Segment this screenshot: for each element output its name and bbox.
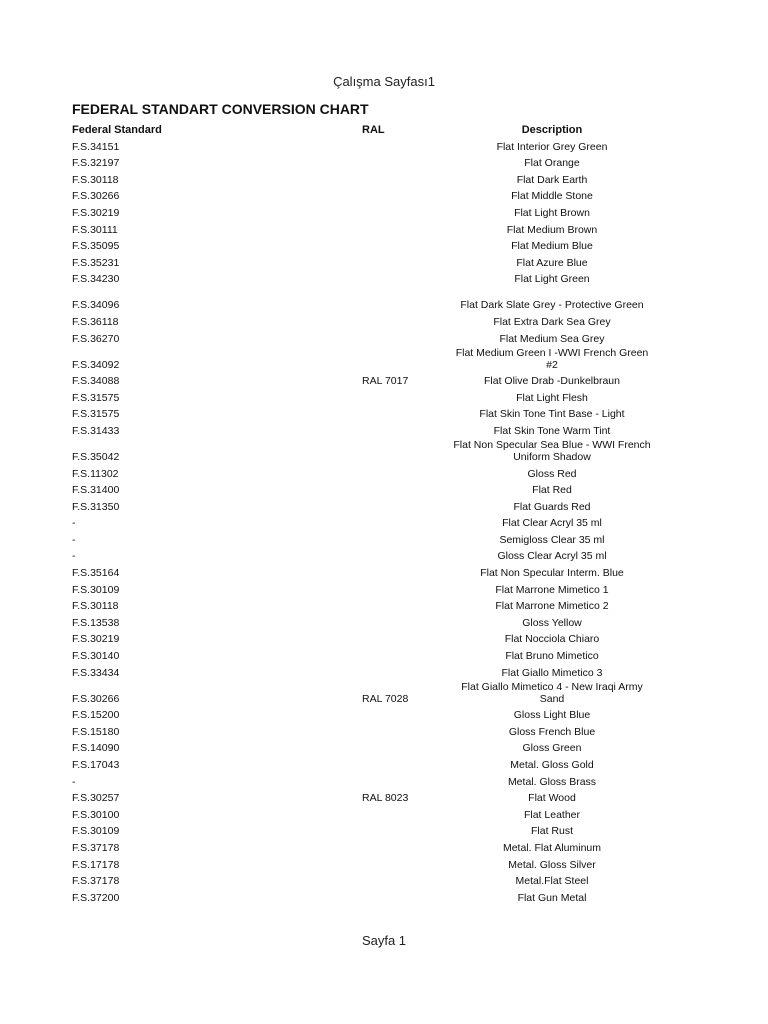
federal-standard-cell: F.S.37178 [72, 841, 120, 854]
ral-cell [362, 837, 452, 854]
ral-cell [362, 420, 452, 437]
ral-cell [362, 437, 452, 463]
description-cell: Flat Skin Tone Warm Tint [493, 424, 611, 437]
federal-standard-cell: F.S.30219 [72, 633, 120, 646]
federal-standard-cell: F.S.36270 [72, 332, 120, 345]
description-cell: Flat Marrone Mimetico 1 [495, 583, 609, 596]
table-row [72, 705, 652, 722]
column-header-federal-standard: Federal Standard [72, 124, 162, 136]
ral-cell [362, 821, 452, 838]
federal-standard-cell: F.S.30111 [72, 223, 118, 236]
ral-cell [362, 169, 452, 186]
ral-cell [362, 596, 452, 613]
table-row [72, 629, 652, 646]
federal-standard-cell: F.S.32197 [72, 157, 120, 170]
table-row [72, 371, 652, 388]
table-body [72, 136, 652, 904]
table-row [72, 529, 652, 546]
column-header-description: Description [521, 124, 583, 136]
ral-cell [362, 387, 452, 404]
table-row [72, 645, 652, 662]
sheet-header: Çalışma Sayfası1 [333, 74, 435, 89]
table-row [72, 387, 652, 404]
federal-standard-cell: F.S.30100 [72, 808, 120, 821]
description-cell: Metal. Gloss Brass [507, 775, 597, 788]
table-row [72, 285, 652, 311]
table-row [72, 252, 652, 269]
table-row [72, 496, 652, 513]
description-cell: Flat Medium Green I -WWI French Green #2 [455, 346, 649, 371]
description-cell: Gloss Green [522, 742, 582, 755]
federal-standard-cell: F.S.17178 [72, 858, 120, 871]
ral-cell [362, 285, 452, 311]
federal-standard-cell: F.S.30118 [72, 173, 119, 186]
description-cell: Flat Olive Drab -Dunkelbraun [484, 375, 620, 388]
federal-standard-cell: F.S.34092 [72, 358, 120, 371]
ral-cell [362, 738, 452, 755]
table-row [72, 837, 652, 854]
description-cell: Flat Non Specular Sea Blue - WWI French Uniform Shadow [453, 438, 651, 463]
federal-standard-cell: F.S.33434 [72, 666, 120, 679]
table-header-row [72, 119, 652, 136]
federal-standard-cell: F.S.14090 [72, 742, 120, 755]
ral-cell [362, 252, 452, 269]
ral-cell [362, 496, 452, 513]
federal-standard-cell: F.S.31575 [72, 391, 120, 404]
table-row [72, 771, 652, 788]
ral-cell [362, 721, 452, 738]
federal-standard-cell: F.S.30257 [72, 792, 120, 805]
federal-standard-cell: F.S.30118 [72, 600, 119, 613]
description-cell: Metal. Gloss Silver [508, 858, 596, 871]
federal-standard-cell: F.S.15180 [72, 725, 120, 738]
federal-standard-cell: F.S.34151 [72, 140, 120, 153]
ral-cell [362, 513, 452, 530]
description-cell: Flat Light Flesh [516, 391, 588, 404]
federal-standard-cell: F.S.31575 [72, 408, 120, 421]
table-row [72, 804, 652, 821]
page-title: FEDERAL STANDART CONVERSION CHART [72, 101, 369, 117]
ral-cell [362, 529, 452, 546]
ral-cell [362, 463, 452, 480]
table-row [72, 269, 652, 286]
ral-cell [362, 705, 452, 722]
federal-standard-cell: F.S.30266 [72, 190, 120, 203]
table-row [72, 186, 652, 203]
table-row [72, 136, 652, 153]
table-row [72, 788, 652, 805]
federal-standard-cell: F.S.11302 [72, 467, 119, 480]
table-row [72, 328, 652, 345]
description-cell: Flat Orange [524, 157, 580, 170]
ral-cell: RAL 7028 [362, 692, 409, 705]
description-cell: Metal. Gloss Gold [510, 759, 594, 771]
federal-standard-cell: - [72, 550, 76, 563]
federal-standard-cell: F.S.34096 [72, 299, 120, 312]
description-cell: Flat Extra Dark Sea Grey [493, 315, 611, 328]
ral-cell [362, 612, 452, 629]
ral-cell: RAL 8023 [362, 792, 409, 805]
ral-cell [362, 236, 452, 253]
federal-standard-cell: F.S.17043 [72, 759, 120, 771]
ral-cell [362, 311, 452, 328]
table-row [72, 754, 652, 771]
description-cell: Metal. Flat Aluminum [502, 841, 602, 854]
description-cell: Flat Wood [528, 792, 576, 805]
ral-cell [362, 804, 452, 821]
federal-standard-cell: F.S.35042 [72, 450, 120, 463]
table-row [72, 311, 652, 328]
federal-standard-cell: F.S.35095 [72, 240, 120, 253]
ral-cell [362, 345, 452, 371]
description-cell: Gloss French Blue [508, 725, 596, 738]
description-cell: Flat Medium Brown [506, 223, 598, 236]
description-cell: Gloss Red [527, 467, 577, 480]
description-cell: Flat Non Specular Interm. Blue [480, 567, 624, 580]
description-cell: Flat Nocciola Chiaro [504, 633, 600, 646]
ral-cell [362, 404, 452, 421]
federal-standard-cell: - [72, 533, 76, 546]
federal-standard-cell: F.S.15200 [72, 709, 120, 722]
ral-cell [362, 136, 452, 153]
table-row [72, 871, 652, 888]
description-cell: Flat Interior Grey Green [496, 140, 608, 153]
table-row [72, 821, 652, 838]
description-cell: Flat Middle Stone [511, 190, 593, 203]
description-cell: Flat Red [532, 484, 572, 497]
table-row [72, 562, 652, 579]
table-row [72, 420, 652, 437]
table-row [72, 153, 652, 170]
ral-cell [362, 219, 452, 236]
federal-standard-cell: - [72, 517, 76, 530]
ral-cell [362, 480, 452, 497]
table-row [72, 679, 652, 705]
description-cell: Flat Guards Red [513, 500, 591, 513]
description-cell: Flat Dark Earth [516, 173, 588, 186]
table-row [72, 612, 652, 629]
description-cell: Flat Giallo Mimetico 3 [501, 666, 603, 679]
table-row [72, 596, 652, 613]
federal-standard-cell: F.S.37200 [72, 891, 120, 904]
description-cell: Flat Skin Tone Tint Base - Light [479, 408, 625, 421]
table-row [72, 579, 652, 596]
federal-standard-cell: F.S.30109 [72, 583, 120, 596]
description-cell: Flat Azure Blue [516, 256, 588, 269]
federal-standard-cell: F.S.36118 [72, 315, 119, 328]
column-header-ral: RAL [362, 124, 385, 136]
table-row [72, 480, 652, 497]
ral-cell [362, 202, 452, 219]
description-cell: Metal.Flat Steel [515, 875, 589, 888]
description-cell: Gloss Light Blue [513, 709, 591, 722]
conversion-table [72, 119, 652, 904]
description-cell: Flat Medium Blue [511, 240, 593, 253]
ral-cell [362, 754, 452, 771]
ral-cell [362, 887, 452, 904]
ral-cell [362, 771, 452, 788]
table-row [72, 463, 652, 480]
table-row [72, 513, 652, 530]
table-row [72, 662, 652, 679]
federal-standard-cell: F.S.37178 [72, 875, 120, 888]
federal-standard-cell: F.S.31400 [72, 484, 120, 497]
description-cell: Semigloss Clear 35 ml [499, 533, 605, 546]
federal-standard-cell: F.S.31350 [72, 500, 120, 513]
table-row [72, 169, 652, 186]
federal-standard-cell: F.S.30140 [72, 650, 120, 663]
table-row [72, 854, 652, 871]
description-cell: Flat Dark Slate Grey - Protective Green [460, 299, 644, 312]
table-row [72, 437, 652, 463]
description-cell: Gloss Clear Acryl 35 ml [497, 550, 607, 563]
ral-cell [362, 871, 452, 888]
ral-cell [362, 579, 452, 596]
table-row [72, 345, 652, 371]
federal-standard-cell: - [72, 775, 76, 788]
ral-cell [362, 328, 452, 345]
federal-standard-cell: F.S.31433 [72, 424, 120, 437]
federal-standard-cell: F.S.13538 [72, 616, 120, 629]
description-cell: Flat Bruno Mimetico [505, 650, 599, 663]
federal-standard-cell: F.S.35231 [72, 256, 120, 269]
ral-cell [362, 562, 452, 579]
description-cell: Flat Medium Sea Grey [499, 332, 605, 345]
ral-cell [362, 546, 452, 563]
description-cell: Flat Giallo Mimetico 4 - New Iraqi Army Sand [461, 680, 643, 705]
ral-cell [362, 153, 452, 170]
federal-standard-cell: F.S.30109 [72, 825, 120, 838]
description-cell: Flat Clear Acryl 35 ml [502, 517, 602, 530]
ral-cell [362, 629, 452, 646]
description-cell: Flat Leather [523, 808, 581, 821]
description-cell: Flat Gun Metal [517, 891, 587, 904]
description-cell: Flat Rust [530, 825, 573, 838]
federal-standard-cell: F.S.30219 [72, 206, 120, 219]
ral-cell [362, 645, 452, 662]
federal-standard-cell: F.S.34230 [72, 273, 120, 286]
ral-cell [362, 854, 452, 871]
federal-standard-cell: F.S.34088 [72, 375, 120, 388]
page-footer: Sayfa 1 [361, 933, 407, 948]
table-row [72, 404, 652, 421]
ral-cell [362, 662, 452, 679]
federal-standard-cell: F.S.35164 [72, 567, 120, 580]
description-cell: Flat Marrone Mimetico 2 [495, 600, 609, 613]
table-row [72, 887, 652, 904]
table-row [72, 202, 652, 219]
ral-cell [362, 269, 452, 286]
federal-standard-cell: F.S.30266 [72, 692, 120, 705]
ral-cell [362, 186, 452, 203]
table-row [72, 546, 652, 563]
description-cell: Gloss Yellow [522, 616, 582, 629]
description-cell: Flat Light Green [514, 273, 590, 286]
table-row [72, 721, 652, 738]
table-row [72, 236, 652, 253]
table-row [72, 219, 652, 236]
description-cell: Flat Light Brown [514, 206, 590, 219]
table-row [72, 738, 652, 755]
ral-cell: RAL 7017 [362, 375, 409, 388]
